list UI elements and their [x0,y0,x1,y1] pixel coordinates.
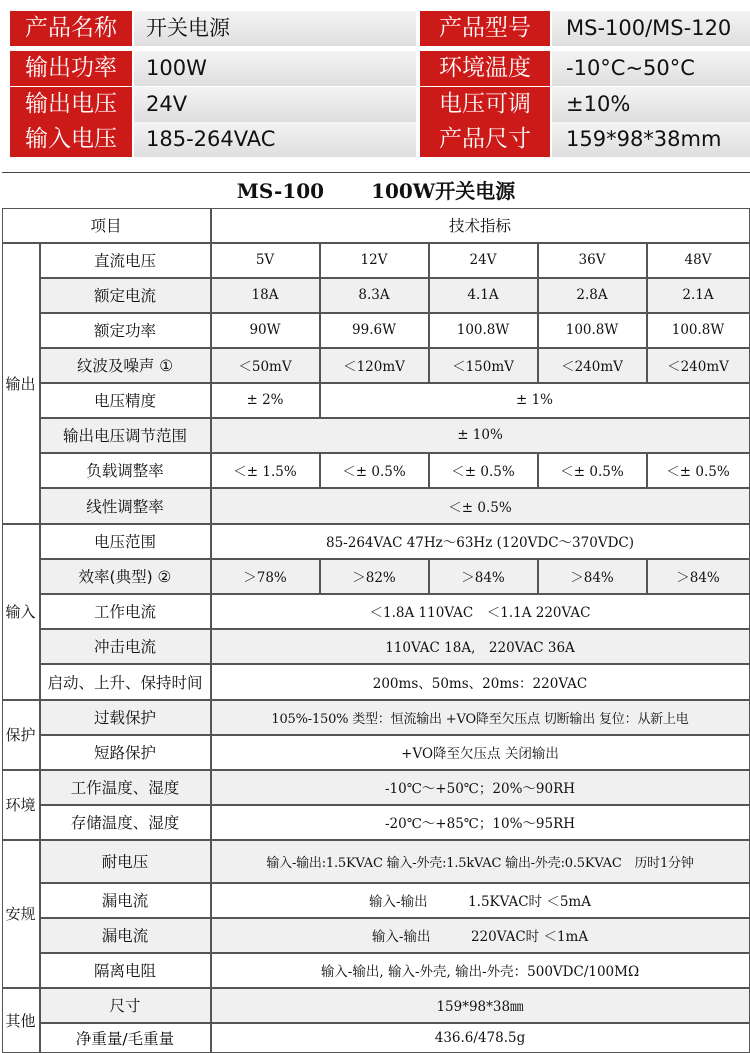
row-label: 漏电流 [40,918,211,953]
row-label: 额定功率 [40,313,211,348]
value-cell: ＞84% [429,559,538,594]
summary-label: 输出电压 [10,87,132,122]
category-output: 输出 [2,243,40,524]
value-cell: 12V [320,243,429,278]
summary-label: 产品型号 [420,11,550,46]
header-tech: 技术指标 [211,208,750,243]
header-item: 项目 [2,208,211,243]
row-label: 过载保护 [40,700,211,735]
value-cell: ＜± 0.5% [647,453,750,488]
summary-value: MS-100/MS-120 [552,11,750,46]
row-label: 工作温度、湿度 [40,770,211,805]
value-cell: ＞84% [538,559,647,594]
row-label: 冲击电流 [40,629,211,664]
row-label: 启动、上升、保持时间 [40,664,211,700]
summary-row [0,51,750,86]
row-label: 工作电流 [40,594,211,629]
summary-row [0,87,750,122]
value-cell: ＜± 0.5% [320,453,429,488]
category-protect: 保护 [2,700,40,770]
value-cell: 输入-输出 220VAC时 ＜1mA [211,918,750,953]
summary-value: 159*98*38mm [552,122,750,157]
row-label: 耐电压 [40,840,211,883]
row-label: 直流电压 [40,243,211,278]
value-cell: ＜± 0.5% [538,453,647,488]
value-cell: 100.8W [647,313,750,348]
summary-value: 24V [134,87,416,122]
summary-value: ±10% [552,87,750,122]
value-cell: ＞78% [211,559,320,594]
value-cell: 5V [211,243,320,278]
spec-title [2,172,750,208]
value-cell: 24V [429,243,538,278]
row-label: 净重量/毛重量 [40,1023,211,1053]
row-label: 线性调整率 [40,488,211,524]
value-cell: 输入-输出:1.5KVAC 输入-外壳:1.5kVAC 输出-外壳:0.5KVAC 历时1分钟 [211,840,750,883]
value-cell: 输入-输出 1.5KVAC时 ＜5mA [211,883,750,918]
value-cell: 2.8A [538,278,647,313]
value-cell: 436.6/478.5g [211,1023,750,1053]
spec-grid [2,208,750,1053]
summary-label: 环境温度 [420,51,550,86]
value-cell: 200ms、50ms、20ms：220VAC [211,664,750,700]
value-cell: 2.1A [647,278,750,313]
value-cell: 48V [647,243,750,278]
row-label: 效率(典型) ② [40,559,211,594]
value-cell: ＞84% [647,559,750,594]
row-label: 输出电压调节范围 [40,418,211,453]
category-env: 环境 [2,770,40,840]
value-cell: ± 1% [320,383,750,418]
row-label: 负载调整率 [40,453,211,488]
value-cell: 18A [211,278,320,313]
value-cell: 36V [538,243,647,278]
value-cell: 100.8W [429,313,538,348]
category-input: 输入 [2,524,40,700]
row-label: 存储温度、湿度 [40,805,211,840]
summary-label: 产品尺寸 [420,122,550,157]
row-label: 电压范围 [40,524,211,559]
category-safety: 安规 [2,840,40,988]
value-cell: 90W [211,313,320,348]
value-cell: 99.6W [320,313,429,348]
summary-value: 185-264VAC [134,122,416,157]
value-cell: 4.1A [429,278,538,313]
summary-value: 开关电源 [134,11,416,46]
row-label: 短路保护 [40,735,211,770]
spec-model: MS-100 [236,179,325,203]
value-cell: ＜50mV [211,348,320,383]
value-cell: ＜1.8A 110VAC ＜1.1A 220VAC [211,594,750,629]
value-cell: ＜120mV [320,348,429,383]
value-cell: ＜240mV [647,348,750,383]
value-cell: ＜± 0.5% [211,488,750,524]
summary-value: 100W [134,51,416,86]
row-label: 漏电流 [40,883,211,918]
row-label: 尺寸 [40,988,211,1023]
value-cell: 85-264VAC 47Hz～63Hz (120VDC～370VDC) [211,524,750,559]
spec-product-name: 100W开关电源 [371,179,516,203]
value-cell: -20℃～+85℃；10%～95RH [211,805,750,840]
spec-table [2,172,750,1053]
value-cell: ± 2% [211,383,320,418]
summary-label: 产品名称 [10,11,132,46]
summary-row [0,122,750,157]
product-summary [0,0,750,160]
summary-label: 输出功率 [10,51,132,86]
value-cell: 110VAC 18A, 220VAC 36A [211,629,750,664]
row-label: 纹波及噪声 ① [40,348,211,383]
summary-value: -10°C~50°C [552,51,750,86]
value-cell: +VO降至欠压点 关闭输出 [211,735,750,770]
row-label: 电压精度 [40,383,211,418]
value-cell: ＜± 1.5% [211,453,320,488]
value-cell: ＜150mV [429,348,538,383]
value-cell: 159*98*38㎜ [211,988,750,1023]
value-cell: -10℃～+50℃；20%～90RH [211,770,750,805]
value-cell: ＜240mV [538,348,647,383]
value-cell: 105%-150% 类型：恒流输出 +VO降至欠压点 切断输出 复位：从新上电 [211,700,750,735]
summary-label: 电压可调 [420,87,550,122]
value-cell: 8.3A [320,278,429,313]
value-cell: ＜± 0.5% [429,453,538,488]
category-other: 其他 [2,988,40,1053]
summary-row [0,11,750,46]
row-label: 额定电流 [40,278,211,313]
value-cell: 输入-输出, 输入-外壳, 输出-外壳：500VDC/100MΩ [211,953,750,988]
value-cell: ＞82% [320,559,429,594]
value-cell: ± 10% [211,418,750,453]
row-label: 隔离电阻 [40,953,211,988]
summary-label: 输入电压 [10,122,132,157]
value-cell: 100.8W [538,313,647,348]
